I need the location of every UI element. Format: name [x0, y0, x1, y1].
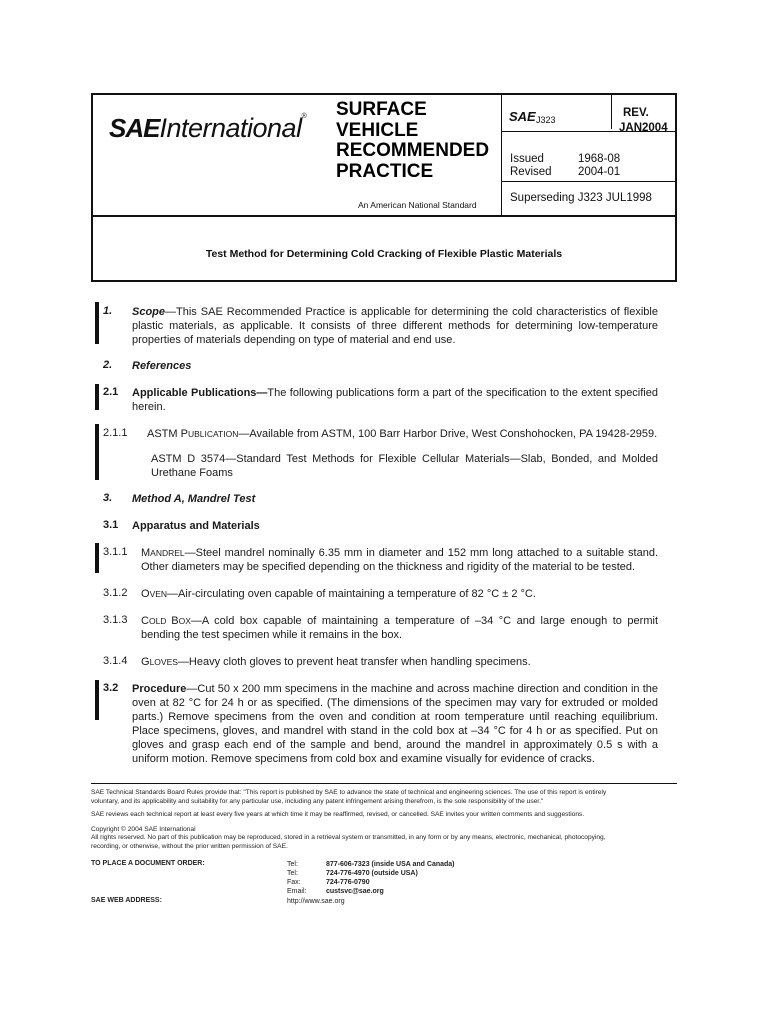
web-address-label: SAE WEB ADDRESS:	[91, 897, 162, 904]
footer-text: SAE Technical Standards Board Rules provide that: "This report is published by SAE to advance the state of technical and engineering sciences. The use of this report is entirely	[91, 789, 607, 796]
section-number: 2.1	[103, 386, 119, 398]
section-heading: Method A, Mandrel Test	[132, 493, 256, 505]
procedure-paragraph: Procedure—Cut 50 x 200 mm specimens in the machine and across machine direction and condition in the oven at 82 °C for 24 h or as specified. (The dimensions of the specimen may vary for extruded or molded parts.) Remove specimens from the oven and condition at room temperature until reaching equilibrium. Place specimens, gloves, and mandrel with stand in the cold box at –34 °C for 4 h or as specified. Put on gloves and grasp each end of the sample and bend, around the mandrel in approximately 0.5 s with a uniform motion. Remove specimens from cold box and examine visually for evidence of cracks.	[132, 683, 658, 765]
section-number: 3.1.2	[103, 587, 128, 599]
section-number: 3.1.1	[103, 546, 128, 558]
section-number: 2.1.1	[103, 427, 128, 439]
section-number: 3.2	[103, 682, 119, 694]
web-address-link[interactable]: http://www.sae.org	[287, 898, 345, 905]
issued-value: 1968-08	[578, 153, 621, 165]
section-number: 1.	[103, 305, 113, 317]
document-title: Test Method for Determining Cold Cracking of Flexible Plastic Materials	[205, 248, 563, 260]
rev-date: JAN2004	[619, 122, 668, 134]
footer-text: SAE reviews each technical report at least every five years at which time it may be reaffirmed, revised, or cancelled. SAE invites your written comments and suggestions.	[91, 811, 585, 818]
change-bar	[95, 680, 99, 720]
change-bar	[95, 302, 99, 344]
footer-rule	[91, 783, 677, 784]
section-heading: Apparatus and Materials	[132, 520, 260, 532]
header-box	[91, 93, 677, 217]
cold-box-paragraph: COLD BOX—A cold box capable of maintaining a temperature of –34 °C and large enough to permit bending the test specimen while it remains in the box.	[141, 615, 658, 641]
superseding-note: Superseding J323 JUL1998	[510, 192, 652, 204]
doc-number: J323	[536, 115, 556, 125]
issued-label: Issued	[510, 153, 544, 165]
change-bar	[95, 424, 99, 480]
footer-text: recording, or otherwise, without the prior written permission of SAE.	[91, 843, 288, 850]
section-heading: References	[132, 360, 192, 372]
title-box	[91, 216, 677, 282]
sae-international-logo: SAEInternational®	[109, 113, 307, 143]
contact-labels: Tel: Tel: Fax: Email:	[287, 861, 307, 895]
revised-value: 2004-01	[578, 166, 621, 178]
oven-paragraph: OVEN—Air-circulating oven capable of maintaining a temperature of 82 °C ± 2 °C.	[141, 588, 536, 600]
rev-label: REV.	[623, 107, 649, 119]
footer-text: All rights reserved. No part of this publication may be reproduced, stored in a retrieval system or transmitted, in any form or by any means, electronic, mechanical, photocopying,	[91, 834, 606, 841]
contact-values: 877-606-7323 (inside USA and Canada) 724-776-4970 (outside USA) 724-776-0790 custsvc@sae.org	[326, 861, 455, 895]
section-number: 3.1.4	[103, 655, 128, 667]
document-type: SURFACE VEHICLE RECOMMENDED PRACTICE	[336, 99, 490, 182]
order-label: TO PLACE A DOCUMENT ORDER:	[91, 860, 205, 867]
section-number: 3.1.3	[103, 614, 128, 626]
section-number: 2.	[103, 359, 113, 371]
footer-text: voluntary, and its applicability and suitability for any particular use, including any patent infringement arising therefrom, is the sole responsibility of the user."	[91, 798, 544, 805]
change-bar	[95, 384, 99, 410]
applicable-publications-paragraph: Applicable Publications—The following publications form a part of the specification to the extent specified herein.	[132, 387, 658, 413]
american-national-standard-label: An American National Standard	[358, 200, 477, 210]
scope-paragraph: Scope—This SAE Recommended Practice is applicable for determining the cold characteristics of flexible plastic materials, as applicable. It consists of three different methods for determining low-temperature properties of materials depending on type of material and end use.	[132, 306, 658, 346]
change-bar	[95, 543, 99, 573]
mandrel-paragraph: MANDREL—Steel mandrel nominally 6.35 mm in diameter and 152 mm long attached to a suitable stand. Other diameters may be specified depending on the thickness and rigidity of the material to be tested.	[141, 547, 658, 573]
astm-publication-paragraph: ASTM PUBLICATION—Available from ASTM, 100 Barr Harbor Drive, West Conshohocken, PA 19428-2959.	[147, 428, 658, 440]
section-number: 3.1	[103, 519, 119, 531]
gloves-paragraph: GLOVES—Heavy cloth gloves to prevent heat transfer when handling specimens.	[141, 656, 531, 668]
astm-reference: ASTM D 3574—Standard Test Methods for Flexible Cellular Materials—Slab, Bonded, and Molded Urethane Foams	[151, 453, 658, 479]
doc-number-prefix: SAE	[509, 109, 536, 124]
revised-label: Revised	[510, 166, 552, 178]
footer-text: Copyright © 2004 SAE International	[91, 826, 196, 833]
section-number: 3.	[103, 492, 113, 504]
